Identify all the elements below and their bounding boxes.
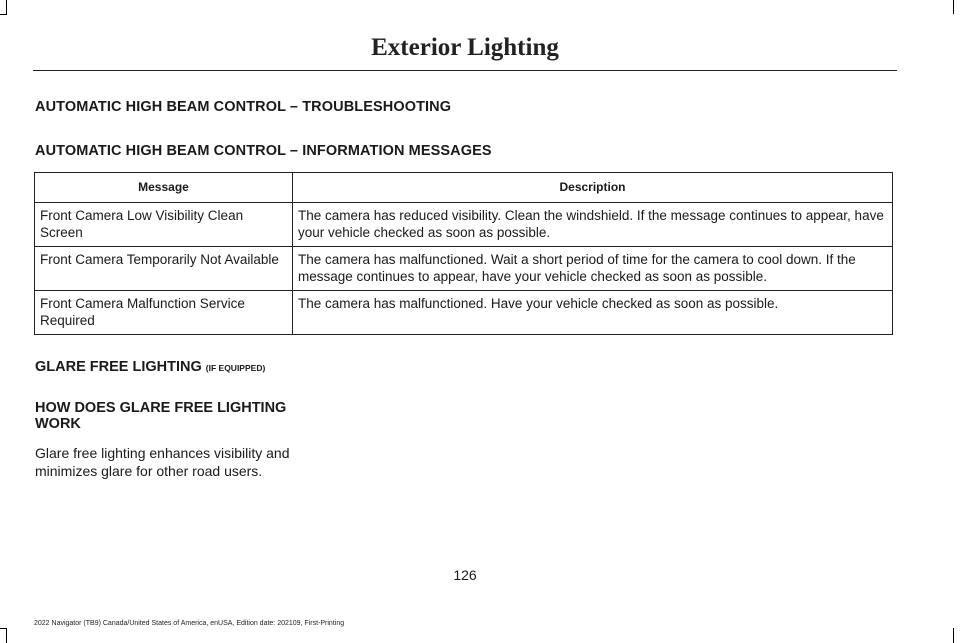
crop-mark-top-right — [953, 0, 954, 14]
column-header-message: Message — [35, 173, 293, 203]
table-row — [35, 247, 893, 291]
description-cell: The camera has malfunctioned. Wait a short period of time for the camera to cool down. If the message continues to appear, have your vehicle checked as soon as possible. — [293, 247, 893, 291]
description-cell: The camera has reduced visibility. Clean the windshield. If the message continues to appear, have your vehicle checked as soon as possible. — [293, 203, 893, 247]
crop-mark-top-left-h — [0, 14, 7, 15]
description-cell: The camera has malfunctioned. Have your vehicle checked as soon as possible. — [293, 291, 893, 335]
page-header-title: Exterior Lighting — [371, 34, 559, 61]
table-header-row — [35, 173, 893, 203]
crop-mark-bottom-right — [953, 628, 954, 643]
information-messages-table — [34, 172, 893, 335]
crop-mark-top-left-v — [6, 0, 7, 14]
glare-free-lighting-description: Glare free lighting enhances visibility and minimizes glare for other road users. — [35, 445, 290, 479]
message-cell: Front Camera Malfunction Service Required — [35, 291, 293, 335]
information-messages-heading: AUTOMATIC HIGH BEAM CONTROL – INFORMATION MESSAGES — [35, 143, 492, 159]
edition-footer: 2022 Navigator (TB9) Canada/United States of America, enUSA, Edition date: 202109, First-Printing — [34, 620, 345, 627]
crop-mark-bottom-left-v — [6, 628, 7, 643]
table-row — [35, 291, 893, 335]
table-row — [35, 203, 893, 247]
glare-heading-text: GLARE FREE LIGHTING — [35, 359, 202, 375]
message-cell: Front Camera Low Visibility Clean Screen — [35, 203, 293, 247]
if-equipped-note: (IF EQUIPPED) — [205, 363, 266, 373]
crop-mark-bottom-left-h — [0, 628, 7, 629]
page-number: 126 — [453, 567, 477, 583]
how-glare-free-lighting-works-heading: HOW DOES GLARE FREE LIGHTING WORK — [35, 400, 287, 432]
message-cell: Front Camera Temporarily Not Available — [35, 247, 293, 291]
troubleshooting-heading: AUTOMATIC HIGH BEAM CONTROL – TROUBLESHOOTING — [35, 99, 452, 115]
header-divider — [33, 70, 897, 71]
glare-free-lighting-heading — [35, 359, 265, 375]
column-header-description: Description — [293, 173, 893, 203]
